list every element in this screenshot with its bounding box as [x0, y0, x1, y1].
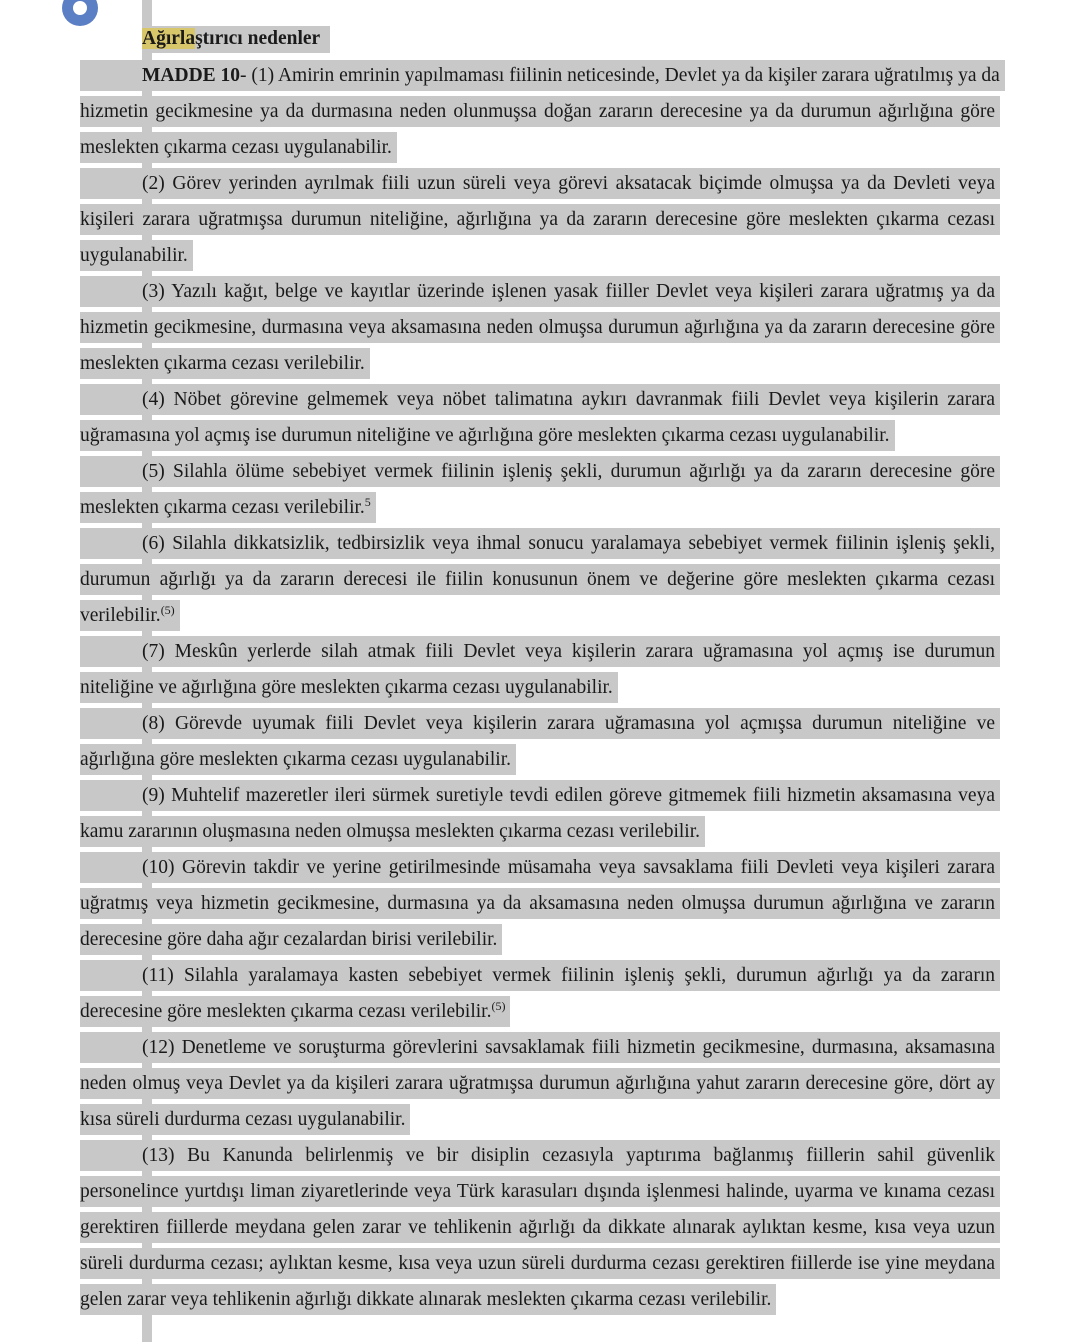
madde-label: MADDE 10	[142, 65, 241, 86]
section-heading	[142, 22, 1005, 56]
clause-paragraph	[80, 454, 1005, 526]
clause-text: (8) Görevde uyumak fiili Devlet veya kişilerin zarara uğramasına yol açmışsa durumun niteliğine ve ağırlığına göre meslekten çıkarma cezası uygulanabilir.	[80, 713, 995, 770]
clause-text: (10) Görevin takdir ve yerine getirilmesinde müsamaha veya savsaklama fiili Devleti veya kişileri zarara uğratmış veya hizmetin gecikmesine, durmasına ya da aksamasına neden olmuşsa durumun ağırlığına ve zararın derecesine göre daha ağır cezalardan birisi verilebilir.	[80, 857, 995, 950]
heading-highlighted-part: Ağırla	[142, 28, 196, 49]
clause-paragraph	[80, 850, 1005, 958]
footnote-ref: 5	[364, 495, 371, 509]
footnote-ref: (5)	[160, 603, 175, 617]
clause-text: (9) Muhtelif mazeretler ileri sürmek suretiyle tevdi edilen göreve gitmemek fiili hizmetin aksamasına veya kamu zararının oluşmasına neden olmuşsa meslekten çıkarma cezası verilebilir.	[80, 785, 995, 842]
madde-paragraph	[80, 58, 1005, 166]
clause-paragraph	[80, 526, 1005, 634]
footnote-ref: (5)	[491, 999, 506, 1013]
clause-paragraph	[80, 1138, 1005, 1318]
clause-paragraph	[80, 1030, 1005, 1138]
madde-text: - (1) Amirin emrinin yapılmaması fiilinin neticesinde, Devlet ya da kişiler zarara uğratılmış ya da hizmetin gecikmesine ya da durmasına neden olunmuşsa doğan zararın derecesine ya da durumun ağırlığına göre meslekten çıkarma cezası uygulanabilir.	[80, 65, 1000, 158]
paragraph-list	[80, 166, 1005, 1318]
clause-text: (3) Yazılı kağıt, belge ve kayıtlar üzerinde işlenen yasak fiiller Devlet veya kişileri zarara uğratmış ya da hizmetin gecikmesine, durmasına veya aksamasına neden olmuşsa durumun ağırlığına ya da zararın derecesine göre meslekten çıkarma cezası verilebilir.	[80, 281, 995, 374]
clause-text: (7) Meskûn yerlerde silah atmak fiili Devlet veya kişilerin zarara uğramasına yol açmış ise durumun niteliğine ve ağırlığına göre meslekten çıkarma cezası uygulanabilir.	[80, 641, 995, 698]
clause-text: (6) Silahla dikkatsizlik, tedbirsizlik veya ihmal sonucu yaralamaya sebebiyet vermek fiilinin işleniş şekli, durumun ağırlığı ya da zararın derecesi ile fiilin konusunun önem ve değerine göre meslekten çıkarma cezası verilebilir.	[80, 533, 995, 626]
clause-text: (2) Görev yerinden ayrılmak fiili uzun süreli veya görevi aksatacak biçimde olmuşsa ya da Devleti veya kişileri zarara uğratmışsa durumun niteliğine, ağırlığına ya da zararın derecesine göre meslekten çıkarma cezası uygulanabilir.	[80, 173, 995, 266]
clause-paragraph	[80, 958, 1005, 1030]
clause-paragraph	[80, 778, 1005, 850]
clause-paragraph	[80, 274, 1005, 382]
clause-text: (5) Silahla ölüme sebebiyet vermek fiilinin işleniş şekli, durumun ağırlığı ya da zararın derecesine göre meslekten çıkarma cezası verilebilir.	[80, 461, 995, 518]
clause-text: (11) Silahla yaralamaya kasten sebebiyet vermek fiilinin işleniş şekli, durumun ağırlığı ya da zararın derecesine göre meslekten çıkarma cezası verilebilir.	[80, 965, 995, 1022]
clause-paragraph	[80, 706, 1005, 778]
clause-paragraph	[80, 634, 1005, 706]
clause-text: (4) Nöbet görevine gelmemek veya nöbet talimatına aykırı davranmak fiili Devlet veya kişilerin zarara uğramasına yol açmış ise durumun niteliğine ve ağırlığına göre meslekten çıkarma cezası uygulanabilir.	[80, 389, 995, 446]
document-body	[80, 22, 1005, 1318]
clause-paragraph	[80, 382, 1005, 454]
clause-text: (12) Denetleme ve soruşturma görevlerini savsaklamak fiili hizmetin gecikmesine, durmasına, aksamasına neden olmuş veya Devlet ya da kişileri zarara uğratmışsa durumun ağırlığına yahut zararın derecesine göre, dört ay kısa süreli durdurma cezası uygulanabilir.	[80, 1037, 995, 1130]
clause-paragraph	[80, 166, 1005, 274]
heading-rest: ştırıcı nedenler	[195, 28, 321, 49]
clause-text: (13) Bu Kanunda belirlenmiş ve bir disiplin cezasıyla yaptırıma bağlanmış fiillerin sahil güvenlik personelince yurtdışı liman ziyaretlerinde veya Türk karasuları dışında işlenmesi halinde, uyarma ve kınama cezası gerektiren fiillerde meydana gelen zarar ve tehlikenin ağırlığı da dikkate alınarak aylıktan kesme, kısa veya uzun süreli durdurma cezası; aylıktan kesme, kısa veya uzun süreli durdurma cezası gerektiren fiillerde ise yine meydana gelen zarar veya tehlikenin ağırlığı dikkate alınarak meslekten çıkarma cezası verilebilir.	[80, 1145, 995, 1310]
